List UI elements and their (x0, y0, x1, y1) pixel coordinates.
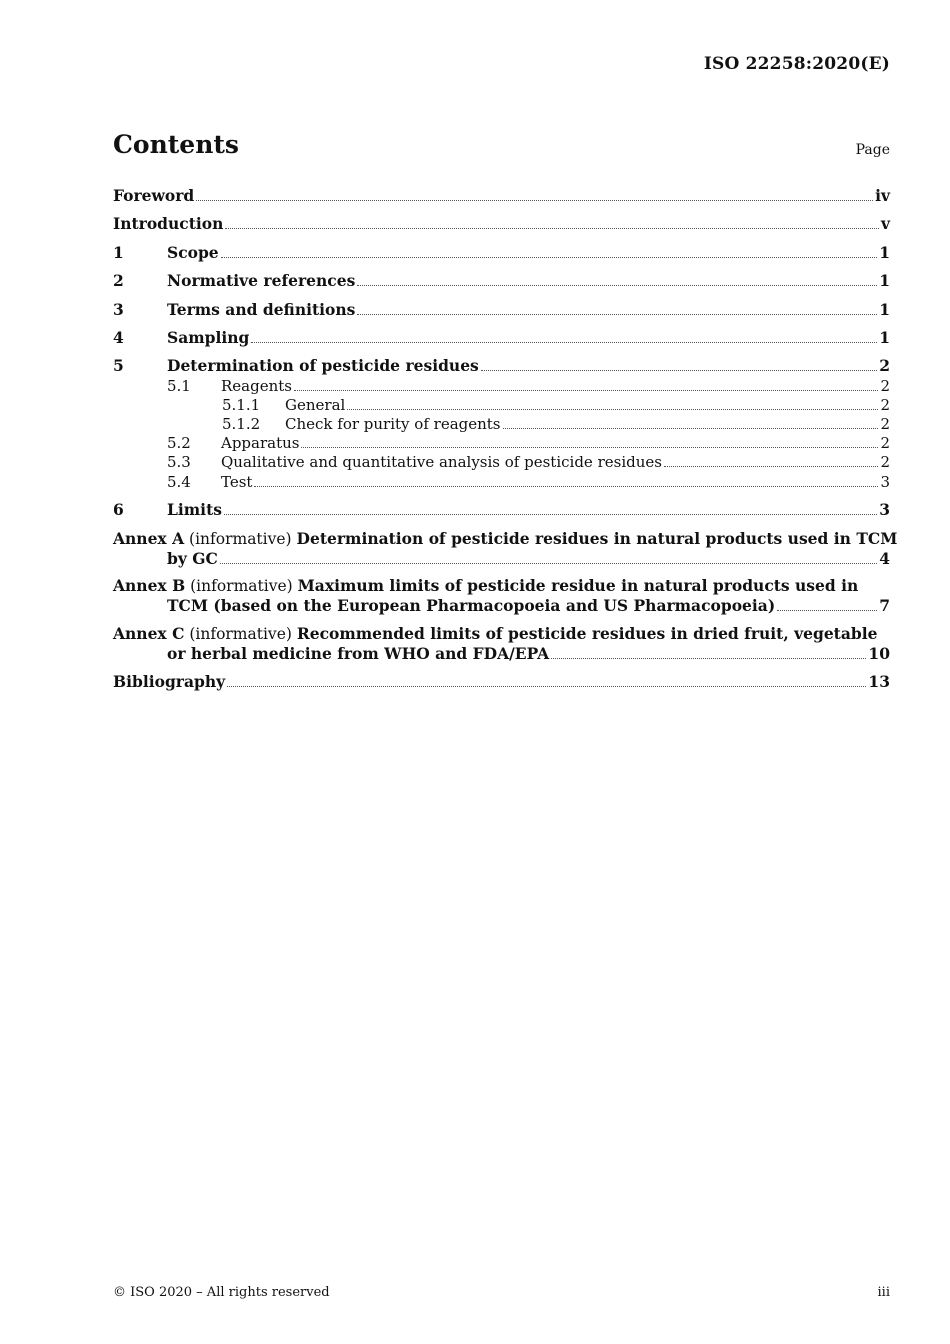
annex-title-continued: TCM (based on the European Pharmacopoeia and US Pharmacopoeia) (167, 596, 776, 615)
toc-entry-sampling[interactable] (113, 328, 890, 347)
leader-dots (664, 466, 879, 467)
page-title: Contents (113, 130, 240, 159)
leader-dots (225, 228, 879, 229)
toc-entry-title: Scope (167, 243, 219, 262)
toc-entry-test[interactable] (113, 473, 890, 491)
leader-dots (224, 514, 877, 515)
toc-entry-title: Determination of pesticide residues (167, 356, 479, 375)
copyright-notice: © ISO 2020 – All rights reserved (113, 1285, 330, 1300)
toc-entry-title: Test (221, 473, 253, 491)
toc-page-number: 2 (880, 396, 890, 414)
annex-title: Determination of pesticide residues in natural products used in TCM (296, 529, 898, 548)
toc-entry-introduction[interactable] (113, 214, 890, 233)
annex-title-continued: by GC (167, 549, 218, 568)
toc-page-number: 3 (880, 473, 890, 491)
toc-page-number: 1 (879, 243, 890, 262)
annex-type: (informative) (189, 625, 292, 643)
toc-entry-check-purity[interactable] (113, 415, 890, 433)
toc-entry-annex-a[interactable] (113, 529, 898, 568)
leader-dots (301, 447, 878, 448)
toc-page-number: 2 (880, 377, 890, 395)
toc-page-number: iv (875, 186, 890, 205)
toc-page-number: 1 (879, 271, 890, 290)
annex-label: Annex C (113, 624, 185, 643)
toc-entry-number: 4 (113, 328, 124, 347)
toc-page-number: 13 (868, 672, 890, 691)
leader-dots (551, 658, 866, 659)
toc-entry-title: Bibliography (113, 672, 226, 691)
leader-dots (481, 370, 877, 371)
toc-page-number: 3 (879, 500, 890, 519)
annex-type: (informative) (189, 530, 292, 548)
toc-entry-terms-and-definitions[interactable] (113, 300, 890, 319)
leader-dots (294, 390, 878, 391)
leader-dots (220, 563, 877, 564)
toc-entry-apparatus[interactable] (113, 434, 890, 452)
annex-label: Annex A (113, 529, 185, 548)
toc-entry-number: 5.1 (167, 377, 191, 395)
toc-entry-number: 1 (113, 243, 124, 262)
annex-title: Recommended limits of pesticide residues in dried fruit, vegetable (296, 624, 878, 643)
toc-entry-title: General (285, 396, 346, 414)
leader-dots (196, 200, 873, 201)
toc-entry-qualitative-analysis[interactable] (113, 453, 890, 471)
toc-page-number: 2 (880, 415, 890, 433)
leader-dots (251, 342, 877, 343)
toc-entry-number: 5.4 (167, 473, 191, 491)
toc-entry-title: Sampling (167, 328, 250, 347)
toc-entry-foreword[interactable] (113, 186, 890, 205)
leader-dots (347, 409, 878, 410)
toc-page-number: 2 (879, 356, 890, 375)
toc-entry-annex-b[interactable] (113, 576, 890, 615)
toc-entry-determination[interactable] (113, 356, 890, 375)
leader-dots (221, 257, 878, 258)
toc-page-number: 7 (879, 596, 890, 615)
toc-entry-title: Check for purity of reagents (285, 415, 501, 433)
toc-entry-normative-references[interactable] (113, 271, 890, 290)
leader-dots (357, 285, 877, 286)
document-id: ISO 22258:2020(E) (703, 54, 890, 74)
toc-page-number: 2 (880, 434, 890, 452)
toc-entry-title: Qualitative and quantitative analysis of pesticide residues (221, 453, 662, 471)
toc-entry-number: 5.3 (167, 453, 191, 471)
toc-entry-title: Limits (167, 500, 222, 519)
annex-type: (informative) (190, 577, 293, 595)
toc-page-number: 1 (879, 300, 890, 319)
toc-entry-title: Foreword (113, 186, 195, 205)
toc-entry-title: Apparatus (221, 434, 300, 452)
toc-entry-number: 5.2 (167, 434, 191, 452)
leader-dots (254, 486, 878, 487)
toc-entry-bibliography[interactable] (113, 672, 890, 691)
leader-dots (503, 428, 879, 429)
toc-page-number: 1 (879, 328, 890, 347)
toc-entry-title: Introduction (113, 214, 224, 233)
toc-entry-number: 3 (113, 300, 124, 319)
leader-dots (227, 686, 866, 687)
page-number: iii (877, 1285, 890, 1300)
toc-entry-title: Terms and definitions (167, 300, 356, 319)
page-column-label: Page (855, 142, 890, 158)
leader-dots (357, 314, 877, 315)
leader-dots (777, 610, 877, 611)
toc-entry-reagents[interactable] (113, 377, 890, 395)
annex-title-continued: or herbal medicine from WHO and FDA/EPA (167, 644, 550, 663)
toc-page-number: 2 (880, 453, 890, 471)
toc-entry-number: 6 (113, 500, 124, 519)
toc-entry-title: Reagents (221, 377, 292, 395)
annex-label: Annex B (113, 576, 186, 595)
toc-entry-annex-c[interactable] (113, 624, 890, 663)
toc-entry-limits[interactable] (113, 500, 890, 519)
annex-title: Maximum limits of pesticide residue in natural products used in (297, 576, 859, 595)
toc-page-number: 10 (868, 644, 890, 663)
toc-entry-number: 5.1.1 (222, 396, 261, 414)
toc-entry-number: 2 (113, 271, 124, 290)
toc-page-number: v (880, 214, 890, 233)
toc-entry-number: 5.1.2 (222, 415, 261, 433)
toc-entry-general[interactable] (113, 396, 890, 414)
toc-page-number: 4 (879, 549, 890, 568)
toc-entry-number: 5 (113, 356, 124, 375)
toc-entry-title: Normative references (167, 271, 356, 290)
toc-entry-scope[interactable] (113, 243, 890, 262)
